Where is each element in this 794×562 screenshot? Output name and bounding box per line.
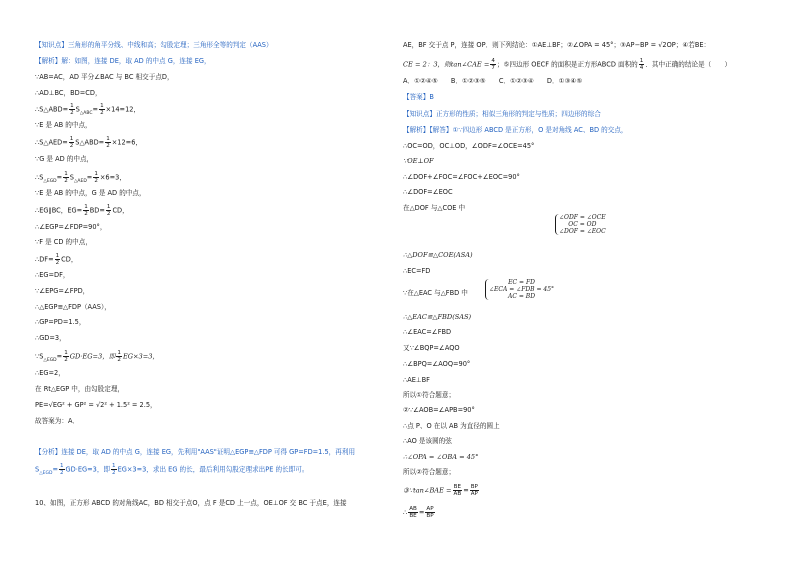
step-line: ∴EG=2， xyxy=(35,369,65,377)
step-line: $\therefore S_{\triangle EGD}=$ $\frac{1}{2}$ $S_{\triangle AED}=$ $\frac{1}{2}$ ×6=3， xyxy=(35,171,126,184)
question-text: AE，BF 交于点 P，连接 OP．则下列结论：①AE⊥BF；②∠OPA = 45°；③AP−BP = √2OP；④若BE： xyxy=(403,41,711,49)
equation-row: AC = BD xyxy=(508,293,536,300)
step-line: ∴∠EGP=∠FDP=90°， xyxy=(35,223,107,231)
summary-line: $S_{\triangle EGD}=$ $\frac{1}{2}$ GD·EG=3，即 $\frac{1}{2}$ EG×3=3，求出 EG 的长，最后利用勾股定理求出PE 的长即可。 xyxy=(35,463,309,476)
step-line: ∵E 是 AB 的中点， xyxy=(35,121,92,129)
step-line: ∴DF= $\frac{1}{2}$ CD， xyxy=(35,253,78,266)
step-line: ∴GP=PD=1.5， xyxy=(35,318,86,326)
step-line: ∴GD=3， xyxy=(35,334,66,342)
analysis-heading: 【解析】解：如图，连接 DE，取 AD 的中点 G，连接 EG， xyxy=(35,57,211,65)
step-line: ∵E 是 AB 的中点，G 是 AD 的中点， xyxy=(35,189,146,197)
step-line: ∴AD⊥BC，BD=CD， xyxy=(35,89,102,97)
equation-row: OC = OD xyxy=(568,221,597,228)
analysis-heading: 【解析】【解答】①∵四边形 ABCD 是正方形，O 是对角线 AC、BD 的交点， xyxy=(403,126,628,134)
question-text: CE = 2：3，则tan∠CAE = $\frac{4}{7}$ ；⑤四边形 OECF 的面积是正方形ABCD 面积的 $\frac{1}{4}$ ．其中正确的结论是（ ） xyxy=(403,58,732,71)
step-line: ∵F 是 CD 的中点， xyxy=(35,238,92,246)
step-line: ∴∠DOF=∠EOC xyxy=(403,188,453,196)
summary-line: 【分析】连接 DE，取 AD 的中点 G，连接 EG，先利用"AAS"证明△EGP≌△FDP 可得 GP=FD=1.5，再利用 xyxy=(35,448,356,456)
step-line: ∴△EAC≌△FBD(SAS) xyxy=(403,313,472,321)
equation-row: ∠ECA = ∠FDB = 45° xyxy=(489,286,555,293)
step-line: ∴OC=OD，OC⊥OD，∠ODF=∠OCE=45° xyxy=(403,142,535,150)
equation-system xyxy=(555,214,606,235)
equation-row: EC = FD xyxy=(508,279,535,286)
step-line: 故答案为：A． xyxy=(35,417,80,425)
step-line: ∴∠DOF+∠FOC=∠FOC+∠EOC=90° xyxy=(403,173,520,181)
step-line: ∴△DOF≌△COE(ASA) xyxy=(403,251,473,259)
question-10: 10、如图，正方形 ABCD 的对角线AC，BD 相交于点O，点 F 是CD 上一点，OE⊥OF 交 BC 于点E，连接 xyxy=(35,499,347,507)
step-line: 所以②符合题意； xyxy=(403,468,456,476)
knowledge-point: 【知识点】三角形的角平分线、中线和高；勾股定理；三角形全等的判定（AAS） xyxy=(35,41,273,49)
step-line: ②∵∠AOB=∠APB=90° xyxy=(403,406,475,414)
step-line: ∴点 P、O 在以 AB 为直径的圆上 xyxy=(403,422,500,430)
step-line: ③∵tan∠BAE = $\frac{BE}{AB}$ = $\frac{BP}{AP}$ xyxy=(403,484,478,497)
step-line: 又∵∠BQP=∠AQO xyxy=(403,344,460,352)
step-line: ∴∠BPQ=∠AOQ=90° xyxy=(403,360,471,368)
step-line: ∴ $\frac{AB}{BE}$ = $\frac{AP}{BP}$ xyxy=(403,506,434,519)
step-line: ∴S△AED= $\frac{1}{2}$ S△ABD= $\frac{1}{2}$ ×12=6， xyxy=(35,136,142,149)
knowledge-point: 【知识点】正方形的性质；相似三角形的判定与性质；四边形的综合 xyxy=(403,110,601,118)
step-line: ∵OE⊥OF xyxy=(403,157,434,165)
step-line: ∴EG∥BC，EG= $\frac{1}{2}$ BD= $\frac{1}{2}$ CD， xyxy=(35,204,129,217)
step-line: ∴∠OPA = ∠OBA = 45° xyxy=(403,453,479,461)
step-line: ∴EG=DF， xyxy=(35,271,70,279)
step-line: 所以①符合题意； xyxy=(403,391,456,399)
step-line: 在△DOF 与△COE 中 xyxy=(403,204,466,212)
equation-system xyxy=(485,279,554,300)
step-line: $\because S_{\triangle EGD}=$ $\frac{1}{2}$ GD·EG=3，即 $\frac{1}{2}$ EG×3=3， xyxy=(35,350,160,363)
answer-label: 【答案】B xyxy=(403,93,434,101)
step-line: ∴S△ABD= $\frac{1}{2}$ $S_{\triangle ABC}=$ $\frac{1}{2}$ ×14=12， xyxy=(35,103,141,116)
step-line: ∵∠EPG=∠FPD， xyxy=(35,287,90,295)
step-line: ∴EC=FD xyxy=(403,267,431,275)
answer-options: A．①②④⑤ B．①②③⑤ C．①②③④ D．①③④⑤ xyxy=(403,77,583,85)
step-line: ∴AE⊥BF xyxy=(403,376,430,384)
step-line: ∴AO 是该圆的弦 xyxy=(403,437,452,445)
step-line: ∵在△EAC 与△FBD 中 xyxy=(403,289,468,297)
step-line: ∵G 是 AD 的中点， xyxy=(35,155,94,163)
step-line: 在 Rt△EGP 中，由勾股定理， xyxy=(35,385,125,393)
step-line: ∴△EGP≌△FDP（AAS）， xyxy=(35,303,111,311)
step-line: ∵AB=AC，AD 平分∠BAC 与 BC 相交于点D， xyxy=(35,73,174,81)
step-line: ∴∠EAC=∠FBD xyxy=(403,328,452,336)
step-line: PE=√EG² + GP² = √2² + 1.5² = 2.5， xyxy=(35,401,157,409)
equation-row: ∠DOF = ∠EOC xyxy=(559,228,606,235)
equation-row: ∠ODF = ∠OCE xyxy=(559,214,606,221)
